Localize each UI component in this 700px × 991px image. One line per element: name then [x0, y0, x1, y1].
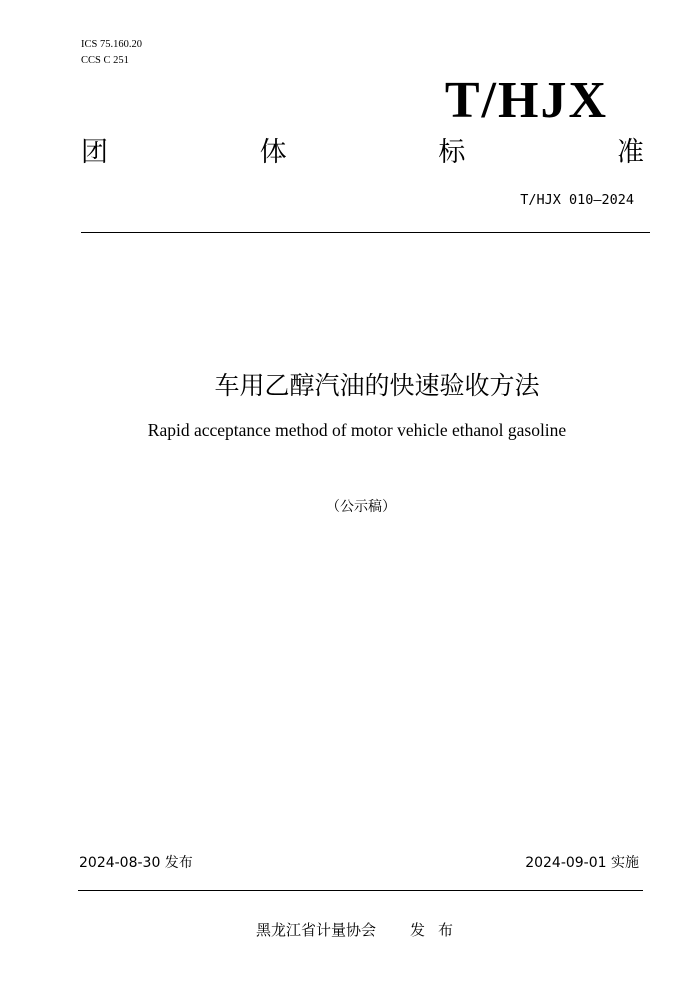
footer-divider	[78, 890, 643, 891]
ics-code: ICS 75.160.20	[81, 39, 142, 50]
standard-brand-logo: T/HJX	[444, 72, 608, 129]
draft-status-note: （公示稿）	[326, 499, 396, 515]
implementation-date: 2024-09-01 实施	[525, 855, 639, 871]
issuer-line	[256, 919, 466, 941]
ccs-code: CCS C 251	[81, 55, 129, 66]
header-divider	[81, 232, 650, 233]
standard-type-char: 体	[259, 137, 287, 168]
standard-type-heading	[81, 135, 644, 171]
standard-type-char: 标	[438, 137, 466, 168]
document-title-chinese: 车用乙醇汽油的快速验收方法	[214, 371, 540, 400]
standard-type-char: 团	[81, 137, 108, 168]
document-title-english: Rapid acceptance method of motor vehicle ethanol gasoline	[147, 420, 567, 440]
standard-number: T/HJX 010—2024	[520, 192, 634, 208]
standard-type-char: 准	[616, 137, 644, 168]
issue-word: 发布	[410, 921, 467, 939]
issuer-name: 黑龙江省计量协会	[256, 921, 377, 939]
issue-date: 2024-08-30 发布	[79, 855, 193, 871]
